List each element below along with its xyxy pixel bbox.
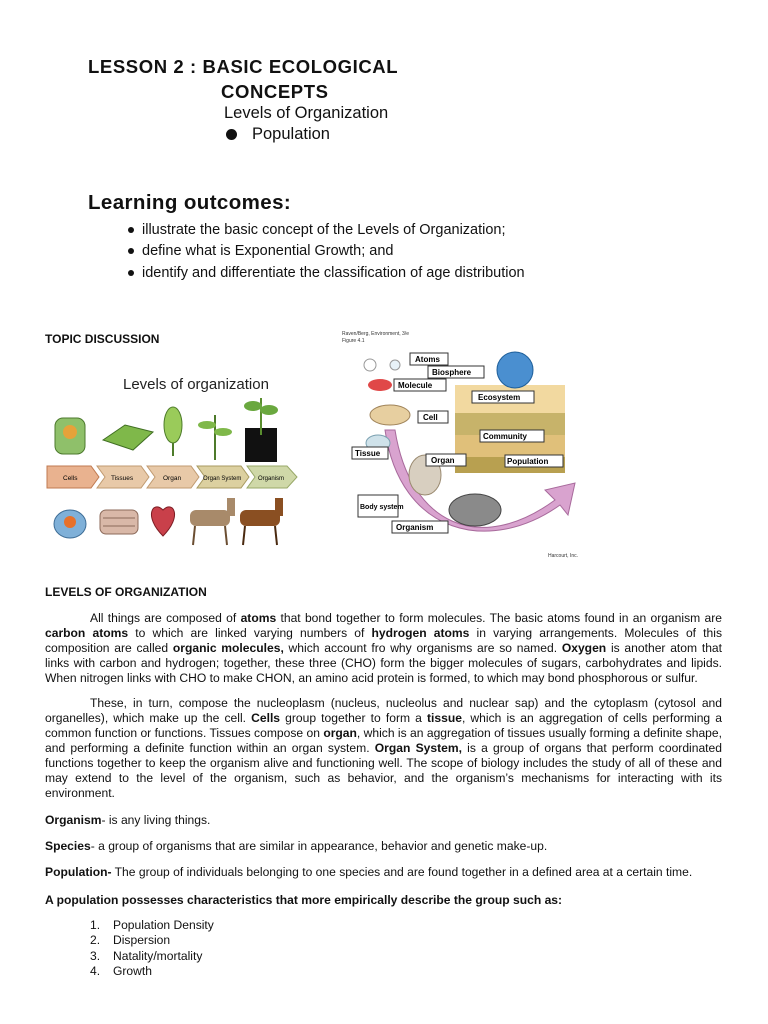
list-label: Population Density bbox=[113, 918, 214, 932]
figure-caption: Figure 4.1 bbox=[342, 338, 365, 344]
learning-outcomes-list bbox=[128, 219, 525, 284]
level-label: Population bbox=[507, 457, 549, 466]
paragraph-cells: These, in turn, compose the nucleoplasm (nucleus, nucleolus and nuclear sap) and the cytoplasm (cytosol and organelles), which make up the cell. Cells group together to form a tissue, which is an aggregation of cells performing a common function or functions. Tissues compose on organ, which is an aggregation of tissues usually forming a definite shape, and performing a definite function within an organ system. Organ System, is a group of organs that perform coordinated functions together to keep the organism alive and functioning well. The scope of biology includes the study of all of these and may extend to the level of the organism, such as behavior, and the organism’s mechanisms for interacting with its environment. bbox=[45, 696, 722, 800]
level-label: Molecule bbox=[398, 381, 433, 390]
muscle-tissue-icon bbox=[100, 510, 138, 534]
definition-organism: Organism- is any living things. bbox=[45, 813, 211, 827]
ecological-levels-figure bbox=[340, 325, 590, 565]
level-label: Organ bbox=[431, 456, 455, 465]
list-item bbox=[90, 933, 214, 948]
list-item bbox=[90, 918, 214, 933]
stage-label: Organ bbox=[163, 475, 182, 482]
molecule-icon bbox=[368, 379, 392, 391]
level-label: Community bbox=[483, 432, 527, 441]
levels-of-organization-heading: LEVELS OF ORGANIZATION bbox=[45, 585, 207, 599]
stage-label: Organ System bbox=[203, 476, 242, 482]
levels-of-organization-figure bbox=[45, 360, 300, 555]
list-item bbox=[128, 219, 525, 241]
plant-cell-icon bbox=[55, 418, 85, 454]
list-item bbox=[90, 949, 214, 964]
bullet-icon bbox=[128, 227, 134, 233]
atom-icon bbox=[364, 359, 376, 371]
level-label: Tissue bbox=[355, 449, 381, 458]
level-label: Organism bbox=[396, 523, 434, 532]
stages-arrow-row bbox=[47, 466, 297, 488]
outcome-text: illustrate the basic concept of the Levels of Organization; bbox=[142, 221, 506, 238]
level-label: Ecosystem bbox=[478, 393, 521, 402]
characteristics-heading: A population possesses characteristics that more empirically describe the group such as: bbox=[45, 893, 563, 907]
list-number: 3. bbox=[90, 948, 101, 963]
list-label: Natality/mortality bbox=[113, 948, 203, 963]
bullet-icon bbox=[128, 248, 134, 254]
level-label: Cell bbox=[423, 413, 438, 422]
lesson-title-line2: CONCEPTS bbox=[221, 81, 329, 102]
bullet-icon bbox=[226, 129, 237, 140]
outcome-text: identify and differentiate the classification of age distribution bbox=[142, 264, 525, 281]
lesson-subtitle: Levels of Organization bbox=[224, 104, 389, 122]
lesson-bullet bbox=[226, 125, 330, 144]
bullet-icon bbox=[128, 270, 134, 276]
lesson-title: LESSON 2 : BASIC ECOLOGICAL bbox=[88, 56, 399, 77]
list-number: 4. bbox=[90, 963, 101, 978]
list-number: 2. bbox=[90, 933, 101, 948]
lesson-bullet-label: Population bbox=[252, 125, 330, 143]
list-label: Dispersion bbox=[113, 933, 171, 948]
figure-left-title: Levels of organization bbox=[123, 376, 269, 393]
list-item bbox=[128, 241, 525, 263]
globe-icon bbox=[497, 352, 533, 388]
list-label: Growth bbox=[113, 963, 152, 978]
cell-icon bbox=[370, 405, 410, 425]
level-label: Body system bbox=[360, 504, 404, 511]
level-label: Atoms bbox=[415, 355, 440, 364]
paragraph-atoms: All things are composed of atoms that bond together to form molecules. The basic atoms found in an organism are carbon atoms to which are linked varying numbers of hydrogen atoms in varying arrangements. Molecules of this composition are called organic molecules, which account fro why organisms are so named. Oxygen is another atom that links with carbon and hydrogen; together, these three (CHO) form the bigger molecules of sugars, carbohydrates and lipids. When nitrogen links with CHO to make CHON, an amino acid protein is formed, to which may bond phosphorous or sulfur. bbox=[45, 611, 723, 685]
atom-icon bbox=[390, 360, 400, 370]
elephant-icon bbox=[449, 494, 501, 526]
outcome-text: define what is Exponential Growth; and bbox=[142, 243, 394, 260]
list-number: 1. bbox=[90, 918, 101, 932]
animal-cell-icon bbox=[54, 510, 86, 538]
topic-discussion-heading: TOPIC DISCUSSION bbox=[45, 332, 160, 346]
figure-caption: Raven/Berg, Environment, 3/e bbox=[342, 331, 409, 337]
stage-label: Cells bbox=[63, 475, 78, 482]
level-label: Biosphere bbox=[432, 368, 472, 377]
whole-plant-icon bbox=[244, 398, 278, 462]
stage-label: Tissues bbox=[111, 475, 134, 482]
list-item bbox=[90, 964, 214, 979]
stage-label: Organism bbox=[258, 476, 285, 482]
definition-population: Population- The group of individuals belonging to one species and are found together in a defined area at a certain time. bbox=[45, 865, 693, 879]
figure-credit: Harcourt, Inc. bbox=[548, 553, 579, 559]
definition-species: Species- a group of organisms that are similar in appearance, behavior and genetic make-up. bbox=[45, 839, 548, 853]
list-item bbox=[128, 262, 525, 284]
learning-outcomes-heading: Learning outcomes: bbox=[88, 191, 292, 214]
characteristics-list bbox=[90, 918, 214, 979]
